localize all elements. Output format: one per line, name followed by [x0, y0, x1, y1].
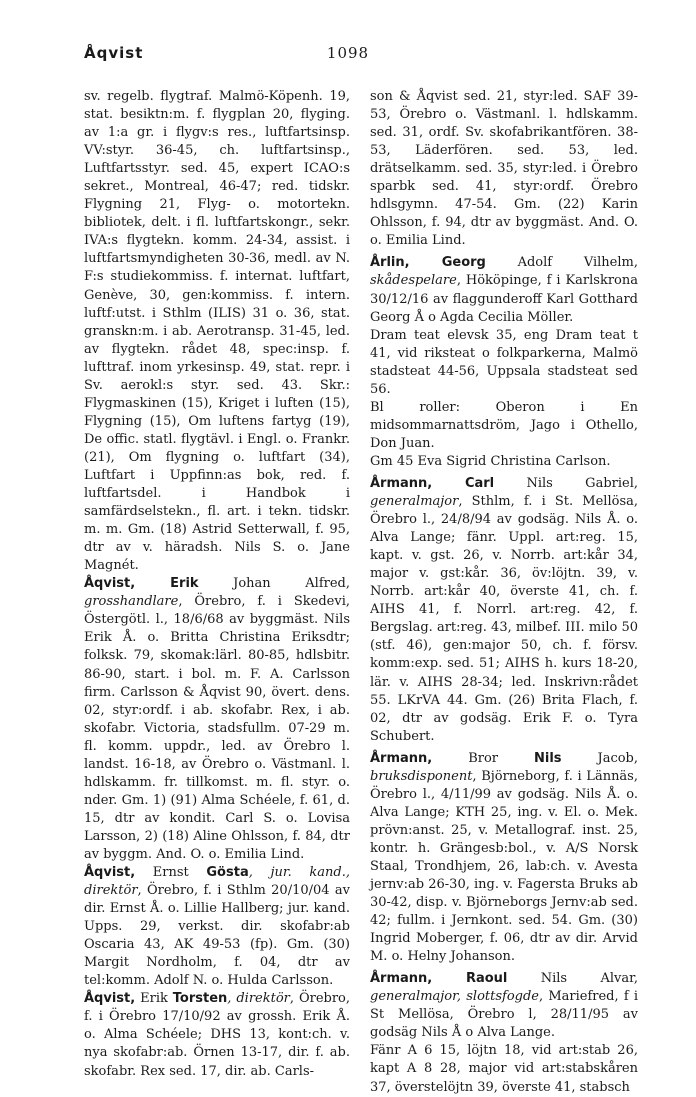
entry-aqvist-gosta — [84, 864, 350, 990]
entry-profession: grosshandlare — [84, 594, 179, 610]
entry-given-names: Ernst — [135, 865, 207, 881]
entry-given-names: Erik — [135, 991, 173, 1007]
entry-given-names: Nils Alvar, — [507, 971, 638, 987]
entry-name: Åqvist, — [84, 991, 136, 1007]
page-number: 1098 — [326, 44, 370, 62]
entry-name: Årmann, Raoul — [370, 971, 508, 987]
entry-paragraph: Gm 45 Eva Sigrid Christina Carlson. — [370, 453, 611, 469]
entry-profession: bruksdisponent — [370, 768, 473, 784]
entry-name-2: Torsten — [172, 991, 228, 1007]
entry-given-names: Johan Alfred, — [198, 576, 350, 592]
entry-name-2: Gösta — [206, 865, 249, 881]
entry-armann-raoul — [370, 970, 638, 1042]
running-head — [0, 44, 696, 68]
entry-name: Årmann, — [370, 750, 433, 766]
entry-name-2: Nils — [533, 750, 562, 766]
entry-given-names: Nils Gabriel, — [494, 475, 638, 491]
continuation-text: sv. regelb. flygtraf. Malmö-Köpenh. 19, stat. besiktn:m. f. flygplan 20, flyging. av 1:a gr. i flygv:s res., luftfartsinsp. VV:styr. 36-45, ch. luftfartsinsp., Luftfartsstyr. sed. 45, expert ICAO:s sekret., Montreal, 46-47; red. tidskr. Flygning 21, Flyg- o. motortekn. bibliotek, delt. i fl. luftfartskongr., sekr. IVA:s flygtekn. komm. 24-34, assist. i luftfartsmyndigheten 30-36, medl. av N. F:s studiekommiss. f. internat. luftfart, Genève, 30, gen:kommiss. f. intern. luftf:utst. i Sthlm (ILIS) 31 o. 36, stat. granskn:m. i ab. Aerotransp. 31-45, led. av flygtekn. rådet 48, spec:insp. f. lufttraf. inom yrkesinsp. 49, stat. repr. i Sv. aerokl:s styr. sed. 43. Skr.: Flygmaskinen (15), Kriget i luften (15), Flygning (15), Om luftens fartyg (19), De offic. statl. flygtävl. i Engl. o. Frankr. (21), Om flygning o. luftfart (34), Luftfart i Uppfinn:as bok, red. f. luftfartsdel. i Handbok i samfärdselstekn., fl. art. i tekn. tidskr. m. m. Gm. (18) Astrid Setterwall, f. 95, dtr av v. häradsh. Nils S. o. Jane Magnét. — [84, 89, 350, 574]
continuation-text: son & Åqvist sed. 21, styr:led. SAF 39-53, Örebro o. Västmanl. l. hdlskamm. sed. 31, ordf. Sv. skofabrikantfören. 38-53, Läderfören. sed. 53, led. drätselkamm. sed. 35, styr:led. i Örebro sparbk sed. 41, styr:ordf. Örebro hdlsgymn. 47-54. Gm. (22) Karin Ohlsson, f. 94, dtr av byggmäst. And. O. o. Emilia Lind. — [370, 89, 638, 249]
entry-text: , Örebro, f. i Skedevi, Östergötl. l., 18/6/68 av byggmäst. Nils Erik Å. o. Britta Christina Eriksdtr; folksk. 79, skomak:lärl. 80-85, hdlsbitr. 86-90, start. i bol. m. F. A. Carlsson firm. Carlsson & Åqvist 90, övert. dens. 02, styr:ordf. i ab. skofabr. Rex, i ab. skofabr. Victoria, stadsfullm. 07-29 m. fl. komm. uppdr., led. av Örebro l. landst. 16-18, av Örebro o. Västmanl. l. hdlskamm. fr. tillkomst. m. fl. styr. o. nder. Gm. 1) (91) Alma Schéele, f. 61, d. 15, dtr av kondit. Carl S. o. Lovisa Larsson, 2) (18) Aline Ohlsson, f. 84, dtr av byggm. And. O. o. Emilia Lind. — [84, 594, 350, 862]
entry-given-names: Adolf Vilhelm, — [485, 255, 638, 271]
entry-profession: generalmajor — [370, 494, 459, 510]
entry-armann-carl — [370, 475, 638, 746]
entry-given-names: Bror — [432, 750, 534, 766]
left-column — [84, 88, 350, 1081]
entry-name: Åqvist, Erik — [84, 576, 199, 592]
entry-text: , Örebro, f. i Sthlm 20/10/04 av dir. Ernst Å. o. Lillie Hallberg; jur. kand. Upps. 29, verkst. dir. skofabr:ab Oscaria 43, AK 49-53 (fp). Gm. (30) Margit Nordholm, f. 04, dtr av tel:komm. Adolf N. o. Hulda Carlsson. — [84, 883, 350, 989]
entry-aqvist-erik — [84, 575, 350, 864]
running-title: Åqvist — [84, 44, 144, 62]
entry-paragraph: Fänr A 6 15, löjtn 18, vid art:stab 26, kapt A 8 28, major vid art:stabskåren 37, överstelöjtn 39, överste 41, stabsch — [370, 1043, 638, 1095]
entry-given-names-2: Jacob, — [561, 750, 638, 766]
entry-profession: , direktör — [227, 991, 290, 1007]
entry-text: , Mariefred, f i St Mellösa, Örebro l, 28/11/95 av godsäg Nils Å o Alva Lange. — [370, 989, 638, 1041]
entry-aqvist-torsten — [84, 990, 350, 1080]
entry-paragraph: Dram teat elevsk 35, eng Dram teat t 41, vid riksteat o folkparkerna, Malmö stadsteat 44-56, Uppsala stadsteat sed 56. — [370, 327, 638, 397]
entry-name: Årmann, Carl — [370, 475, 495, 491]
entry-text: , Sthlm, f. i St. Mellösa, Örebro l., 24/8/94 av godsäg. Nils Å. o. Alva Lange; fänr. Uppl. art:reg. 15, kapt. v. gst. 26, v. Norrb. art:kår 34, major v. gst:kår. 36, öv:löjtn. 39, v. Norrb. art:kår 40, överste 41, ch. f. AIHS 41, f. Norrl. art:reg. 42, f. Bergslag. art:reg. 43, milbef. III. milo 50 (stf. 46), gen:major 50, ch. f. försv. komm:exp. sed. 51; AIHS h. kurs 18-20, lär. v. AIHS 28-34; led. Inskrivn:rådet 55. LKrVA 44. Gm. (26) Brita Flach, f. 02, dtr av godsäg. Erik F. o. Tyra Schubert. — [370, 494, 638, 744]
right-column — [370, 88, 638, 1097]
entry-name: Årlin, Georg — [370, 255, 486, 271]
entry-text: , Örebro, f. i Örebro 17/10/92 av grossh. Erik Å. o. Alma Schéele; DHS 13, kont:ch. v. nya skofabr:ab. Örnen 13-17, dir. f. ab. skofabr. Rex sed. 17, dir. ab. Carls- — [84, 991, 351, 1079]
entry-profession: generalmajor, slottsfogde — [370, 989, 539, 1005]
entry-profession: skådespelare — [370, 273, 457, 289]
entry-name: Åqvist, — [84, 865, 136, 881]
entry-arlin-georg — [370, 254, 638, 326]
entry-profession: , jur. kand., direktör — [84, 865, 350, 899]
entry-paragraph: Bl roller: Oberon i En midsommarnattsdröm, Jago i Othello, Don Juan. — [370, 399, 638, 451]
entry-armann-nils — [370, 750, 638, 967]
entry-text: , Björneborg, f. i Lännäs, Örebro l., 4/11/99 av godsäg. Nils Å. o. Alva Lange; KTH 25, ing. v. El. o. Mek. prövn:anst. 25, v. Metallograf. inst. 25, kontr. h. Grängesb:bol., v. A/S Norsk Staal, Trondhjem, 26, lab:ch. v. Avesta jernv:ab 26-30, ing. v. Fagersta Bruks ab 30-42, disp. v. Björneborgs Jernv:ab sed. 42; fullm. i Jernkont. sed. 54. Gm. (30) Ingrid Moberger, f. 06, dtr av dir. Arvid M. o. Helny Johanson. — [370, 768, 638, 965]
entry-text: , Hököpinge, f i Karlskrona 30/12/16 av flaggunderoff Karl Gotthard Georg Å o Agda Cecilia Möller. — [370, 273, 638, 325]
